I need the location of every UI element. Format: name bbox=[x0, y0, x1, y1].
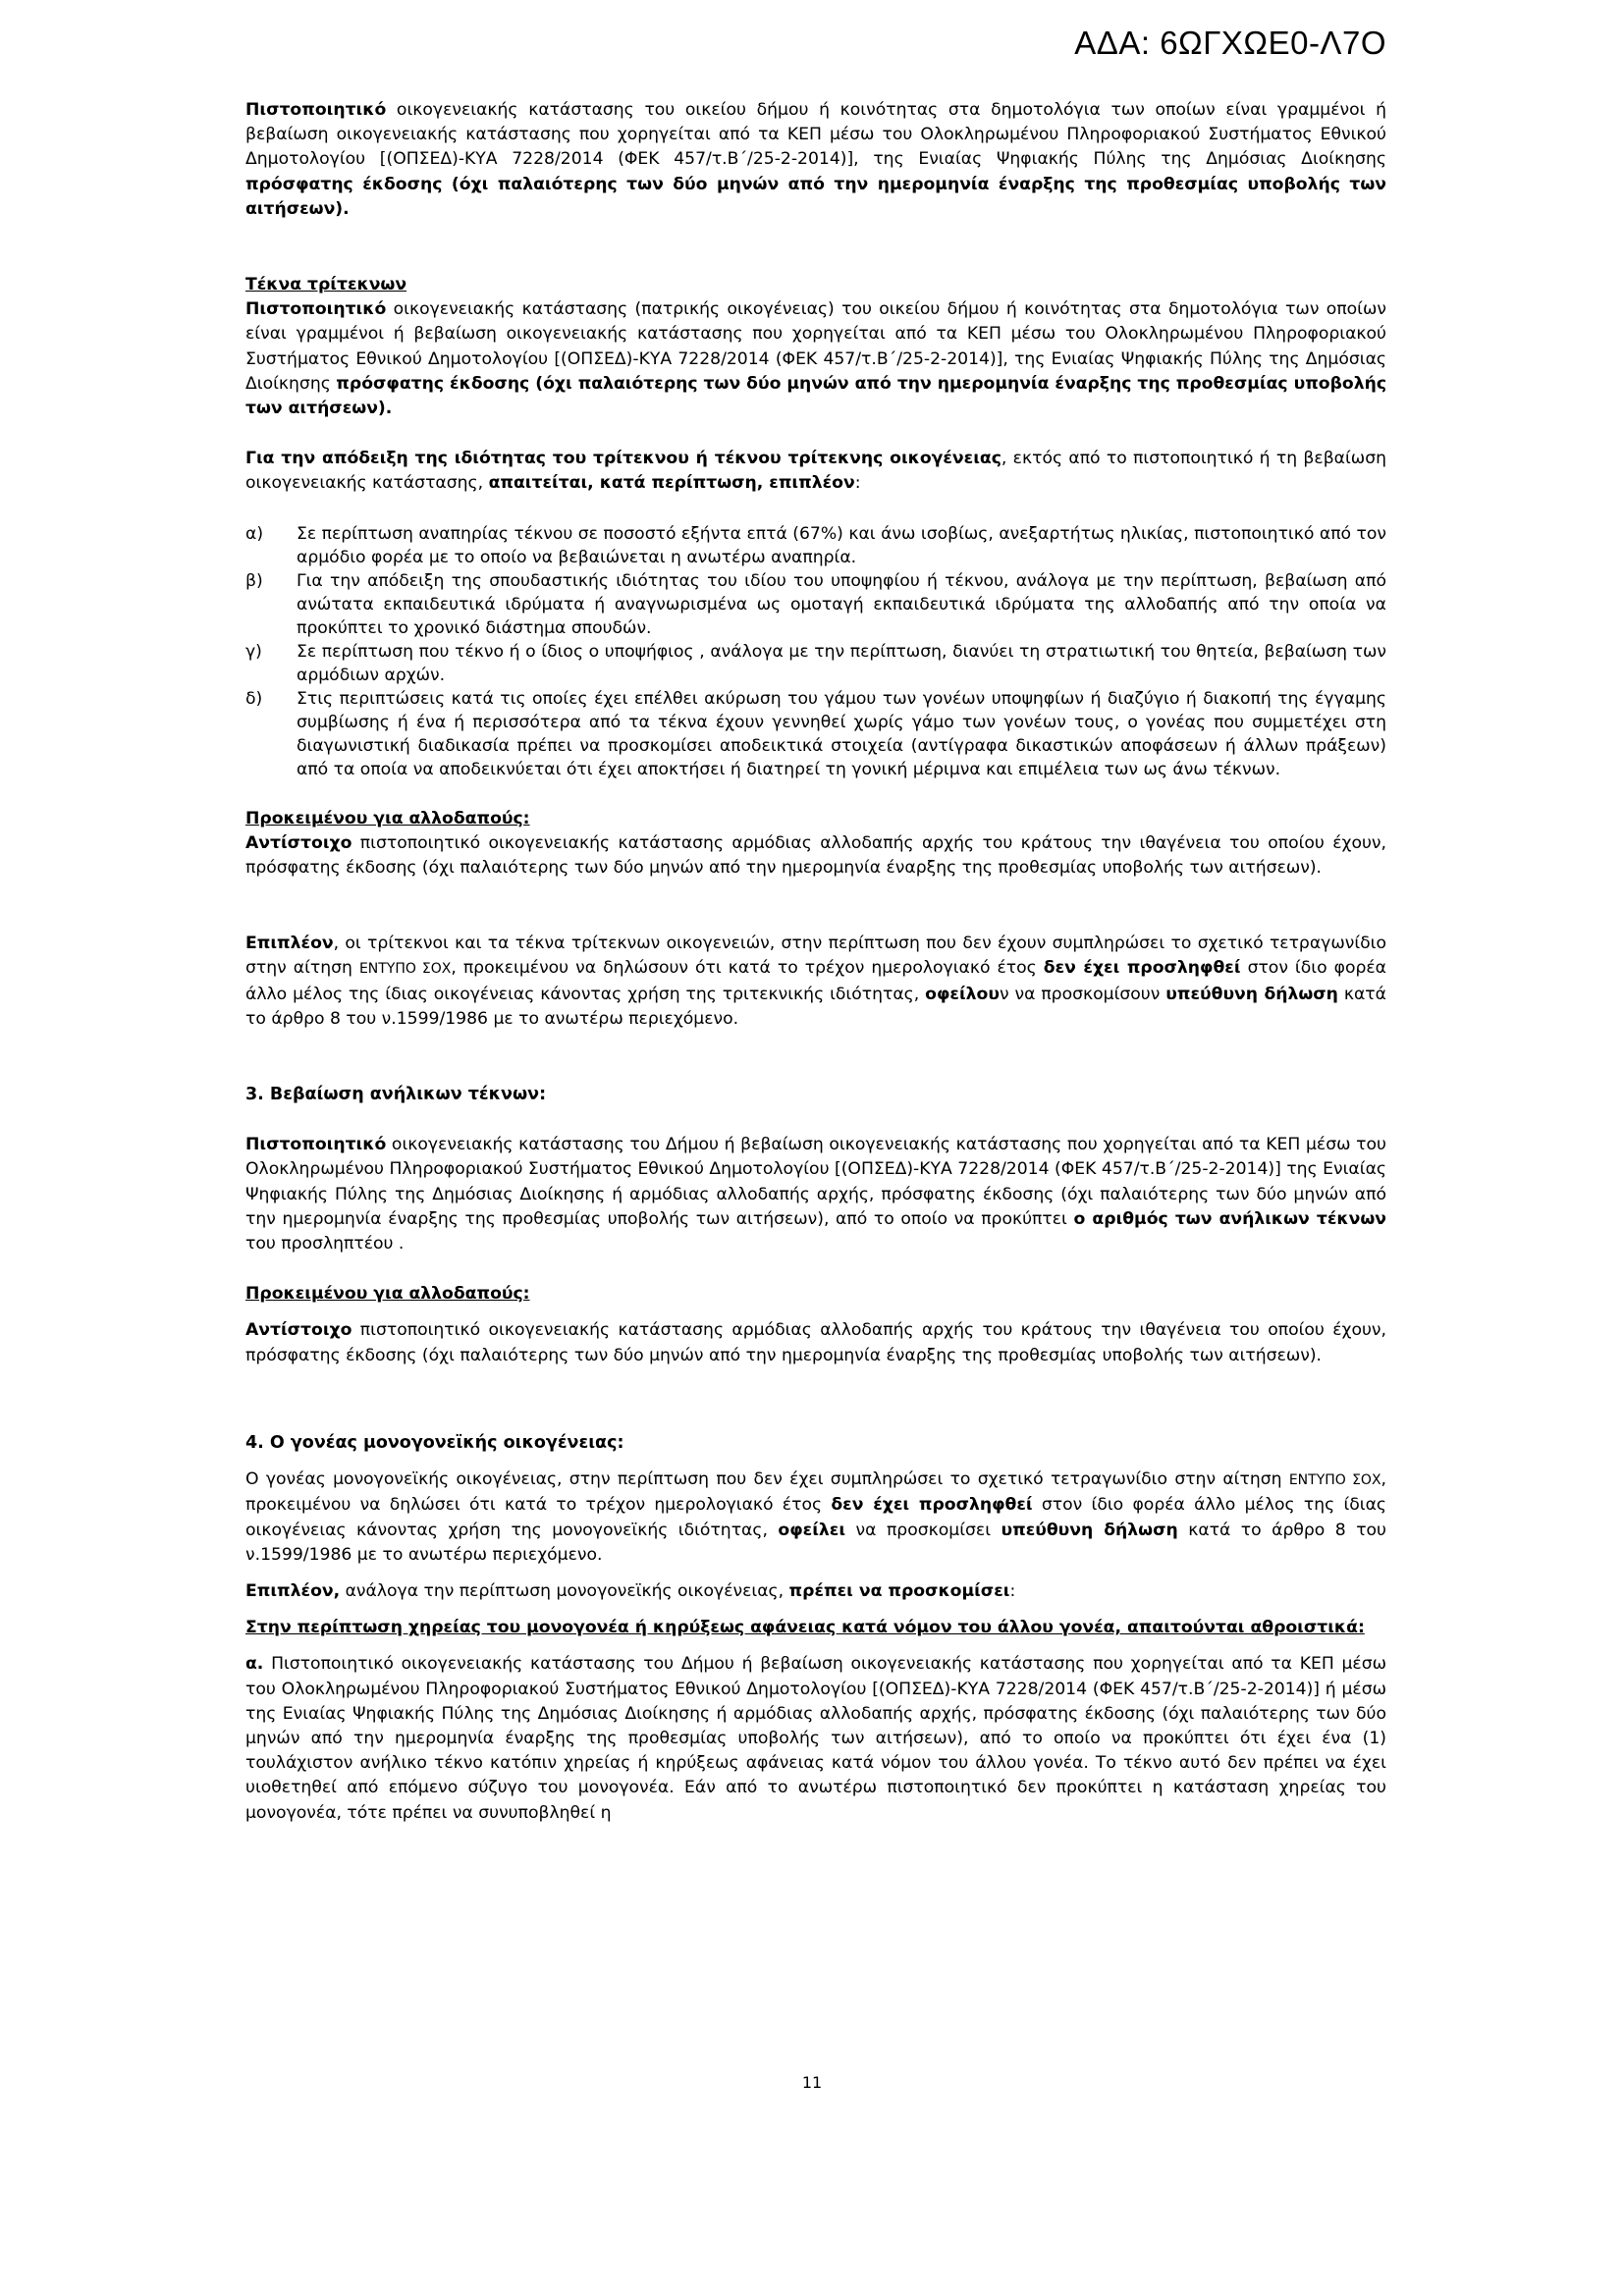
spacer bbox=[245, 1107, 1386, 1133]
spacer bbox=[245, 781, 1386, 807]
proof-text: , εκτός από το πιστοποιητικό ή τη βεβαίωση οικογενειακής κατάστασης, bbox=[245, 449, 1386, 494]
tritekna-lead: Πιστοποιητικό bbox=[245, 299, 387, 320]
case-item bbox=[245, 687, 1386, 781]
additionally-paragraph bbox=[245, 932, 1386, 1032]
case-marker: α) bbox=[245, 523, 264, 544]
spacer bbox=[245, 1368, 1386, 1419]
section4-text: κατά το άρθρο 8 του ν.1599/1986 με το ανωτέρω περιεχόμενο. bbox=[245, 1520, 1387, 1565]
item-a-marker: α. bbox=[245, 1654, 264, 1675]
additionally-bold: οφείλου bbox=[925, 984, 1000, 1004]
spacer bbox=[245, 881, 1386, 932]
section3-text: οικογενειακής κατάστασης του Δήμου ή βεβαίωση οικογενειακής κατάστασης που χορηγείται από τα ΚΕΠ μέσω του Ολοκληρωμένου Πληροφοριακού Συστήματος Εθνικού Δημοτολογίου [(ΟΠΣΕΔ)-ΚΥΑ 7228/2014 (ΦΕΚ 457/τ.Β΄/25-2-2014)] της Ενιαίας Ψηφιακής Πύλης της Δημόσιας Διοίκησης ή αρμόδιας αλλοδαπής αρχής, πρόσφατης έκδοσης (όχι παλαιότερης των δύο μηνών από την ημερομηνία έναρξης της προθεσμίας υποβολής των αιτήσεων), από το οποίο να προκύπτει bbox=[245, 1135, 1386, 1229]
intro-lead: Πιστοποιητικό bbox=[245, 100, 387, 120]
additionally-text: , προκειμένου να δηλώσουν ότι κατά το τρέχον ημερολογιακό έτος bbox=[451, 958, 1044, 979]
foreigners-lead: Αντίστοιχο bbox=[245, 832, 352, 853]
section4-bold: υπεύθυνη δήλωση bbox=[1001, 1520, 1178, 1540]
section4-item-a bbox=[245, 1652, 1386, 1825]
case-item bbox=[245, 522, 1386, 569]
section4-heading: 4. Ο γονέας μονογονεϊκής οικογένειας: bbox=[245, 1432, 624, 1453]
spacer bbox=[245, 1604, 1386, 1616]
section3-end: του προσληπτέου . bbox=[245, 1234, 405, 1255]
section4-subheading-text: Στην περίπτωση χηρείας του μονογονέα ή κηρύξεως αφάνειας κατά νόμον του άλλου γονέα, απαιτούνται αθροιστικά: bbox=[245, 1618, 1365, 1638]
section4-additionally bbox=[245, 1579, 1386, 1604]
case-item bbox=[245, 640, 1386, 687]
spacer bbox=[245, 1568, 1386, 1579]
section3-bold: ο αριθμός των ανήλικων τέκνων bbox=[1073, 1208, 1386, 1229]
ada-identifier: ΑΔΑ: 6ΩΓΧΩΕ0-Λ7Ο bbox=[1074, 25, 1386, 61]
tritekna-heading-text: Τέκνα τρίτεκνων bbox=[245, 275, 407, 295]
spacer bbox=[245, 222, 1386, 273]
section4-add-bold: πρέπει να προσκομίσει bbox=[788, 1580, 1010, 1601]
additionally-text: , οι τρίτεκνοι και τα τέκνα τρίτεκνων οικογενειών, στην περίπτωση που δεν έχουν συμπληρώσει το σχετικό τετραγωνίδιο στην αίτηση bbox=[245, 934, 1386, 979]
form-name: ΕΝΤΥΠΟ ΣΟΧ bbox=[358, 961, 452, 978]
additionally-bold: δεν έχει προσληφθεί bbox=[1043, 958, 1241, 979]
foreigners-heading-text: Προκειμένου για αλλοδαπούς: bbox=[245, 808, 530, 828]
proof-end: : bbox=[854, 473, 861, 494]
spacer bbox=[245, 1307, 1386, 1318]
spacer bbox=[245, 1032, 1386, 1083]
foreigners2-lead: Αντίστοιχο bbox=[245, 1320, 352, 1341]
foreigners2-heading-text: Προκειμένου για αλλοδαπούς: bbox=[245, 1284, 530, 1305]
spacer bbox=[245, 1640, 1386, 1652]
intro-text: οικογενειακής κατάστασης του οικείου δήμου ή κοινότητας στα δημοτολόγια των οποίων είναι γραμμένοι ή βεβαίωση οικογενειακής κατάστασης που χορηγείται από τα ΚΕΠ μέσω του Ολοκληρωμένου Πληροφοριακού Συστήματος Εθνικού Δημοτολογίου [(ΟΠΣΕΔ)-ΚΥΑ 7228/2014 (ΦΕΚ 457/τ.Β΄/25-2-2014)], της Ενιαίας Ψηφιακής Πύλης της Δημόσιας Διοίκησης bbox=[245, 100, 1386, 170]
tritekna-heading bbox=[245, 273, 1386, 297]
additionally-text: κατά το άρθρο 8 του ν.1599/1986 με το ανωτέρω περιεχόμενο. bbox=[245, 984, 1386, 1029]
intro-bold-tail: πρόσφατης έκδοσης (όχι παλαιότερης των δύο μηνών από την ημερομηνία έναρξης της προθεσμίας υποβολής των αιτήσεων). bbox=[245, 174, 1386, 219]
intro-paragraph bbox=[245, 98, 1386, 222]
tritekna-paragraph bbox=[245, 297, 1386, 421]
foreigners-paragraph bbox=[245, 831, 1386, 881]
foreigners-text: πιστοποιητικό οικογενειακής κατάστασης αρμόδιας αλλοδαπής αρχής του κράτους την ιθαγένεια του οποίου έχουν, πρόσφατης έκδοσης (όχι παλαιότερης των δύο μηνών από την ημερομηνία έναρξης της προθεσμίας υποβολής των αιτήσεων). bbox=[245, 832, 1386, 879]
tritekna-bold-tail: πρόσφατης έκδοσης (όχι παλαιότερης των δύο μηνών από την ημερομηνία έναρξης της προθεσμίας υποβολής των αιτήσεων). bbox=[245, 373, 1387, 419]
section4-text: Ο γονέας μονογονεϊκής οικογένειας, στην περίπτωση που δεν έχει συμπληρώσει το σχετικό τετραγωνίδιο στην αίτηση bbox=[245, 1469, 1289, 1490]
case-item bbox=[245, 569, 1386, 640]
proof-paragraph bbox=[245, 447, 1386, 496]
foreigners2-paragraph bbox=[245, 1318, 1386, 1367]
case-text: Στις περιπτώσεις κατά τις οποίες έχει επέλθει ακύρωση του γάμου των γονέων υποψηφίων ή διαζύγιο ή διακοπή της έγγαμης συμβίωσης ή ένα ή περισσότερα από τα τέκνα έχουν γεννηθεί χωρίς γάμο των γονέων τους, ο γονέας που συμμετέχει στη διαγωνιστική διαδικασία πρέπει να προσκομίσει αποδεικτικά στοιχεία (αντίγραφα δικαστικών αποφάσεων ή άλλων πράξεων) από τα οποία να αποδεικνύεται ότι έχει αποκτήσει ή διατηρεί τη γονική μέριμνα και επιμέλεια των ως άνω τέκνων. bbox=[297, 688, 1386, 779]
section4-add-lead: Επιπλέον, bbox=[245, 1580, 341, 1601]
form-name: ΕΝΤΥΠΟ ΣΟΧ bbox=[1288, 1472, 1381, 1489]
section3-lead: Πιστοποιητικό bbox=[245, 1135, 387, 1155]
spacer bbox=[245, 421, 1386, 447]
item-a-text: Πιστοποιητικό οικογενειακής κατάστασης του Δήμου ή βεβαίωση οικογενειακής κατάστασης που χορηγείται από τα ΚΕΠ μέσω του Ολοκληρωμένου Πληροφοριακού Συστήματος Εθνικού Δημοτολογίου [(ΟΠΣΕΔ)-ΚΥΑ 7228/2014 (ΦΕΚ 457/τ.Β΄/25-2-2014)] ή μέσω της Ενιαίας Ψηφιακής Πύλης της Δημόσιας Διοίκησης ή αρμόδιας αλλοδαπής αρχής, πρόσφατης έκδοσης (όχι παλαιότερης των δύο μηνών από την ημερομηνία έναρξης της προθεσμίας υποβολής των αιτήσεων), από το οποίο να προκύπτει ότι έχει ένα (1) τουλάχιστον ανήλικο τέκνο κατόπιν χηρείας ή κηρύξεως αφάνειας κατά νόμον του άλλου γονέα. Το τέκνο αυτό δεν πρέπει να έχει υιοθετηθεί από επόμενο σύζυγο του μονογονέα. Εάν από το ανωτέρω πιστοποιητικό δεν προκύπτει η κατάσταση χηρείας του μονογονέα, τότε πρέπει να συνυποβληθεί η bbox=[245, 1654, 1386, 1823]
document-body bbox=[245, 98, 1386, 1826]
spacer bbox=[245, 1456, 1386, 1468]
additionally-lead: Επιπλέον bbox=[245, 934, 334, 954]
spacer bbox=[245, 1419, 1386, 1431]
section4-add-text: ανάλογα την περίπτωση μονογονεϊκής οικογένειας, bbox=[340, 1580, 789, 1601]
case-marker: δ) bbox=[245, 688, 263, 709]
case-marker: γ) bbox=[245, 641, 262, 662]
foreigners2-text: πιστοποιητικό οικογενειακής κατάστασης αρμόδιας αλλοδαπής αρχής του κράτους την ιθαγένεια του οποίου έχουν, πρόσφατης έκδοσης (όχι παλαιότερης των δύο μηνών από την ημερομηνία έναρξης της προθεσμίας υποβολής των αιτήσεων). bbox=[245, 1320, 1386, 1365]
cases-list bbox=[245, 522, 1386, 781]
section4-subheading bbox=[245, 1616, 1386, 1640]
section4-add-end: : bbox=[1009, 1580, 1016, 1601]
section4-text: στον ίδιο φορέα άλλο μέλος της ίδιας οικογένειας κάνοντας χρήση της μονογονεϊκής ιδιότητας, bbox=[245, 1495, 1387, 1540]
section4-bold: δεν έχει προσληφθεί bbox=[831, 1495, 1033, 1516]
spacer bbox=[245, 1256, 1386, 1282]
case-text: Για την απόδειξη της σπουδαστικής ιδιότητας του ιδίου του υποψηφίου ή τέκνου, ανάλογα με την περίπτωση, βεβαίωση από ανώτατα εκπαιδευτικά ιδρύματα ή αναγνωρισμένα ως ομοταγή εκπαιδευτικά ιδρύματα της αλλοδαπής από την οποία να προκύπτει το χρονικό διάστημα σπουδών. bbox=[297, 570, 1386, 638]
proof-bold: απαιτείται, κατά περίπτωση, επιπλέον bbox=[488, 473, 855, 494]
additionally-bold: υπεύθυνη δήλωση bbox=[1165, 984, 1338, 1004]
section4-text: να προσκομίσει bbox=[845, 1520, 1001, 1540]
case-marker: β) bbox=[245, 570, 263, 591]
additionally-text: ν να προσκομίσουν bbox=[999, 984, 1166, 1004]
section3-heading: 3. Βεβαίωση ανήλικων τέκνων: bbox=[245, 1085, 547, 1105]
page-number: 11 bbox=[801, 2073, 823, 2092]
section4-paragraph bbox=[245, 1468, 1386, 1568]
foreigners-heading bbox=[245, 807, 1386, 831]
foreigners2-heading bbox=[245, 1282, 1386, 1307]
tritekna-text: οικογενειακής κατάστασης (πατρικής οικογένειας) του οικείου δήμου ή κοινότητας στα δημοτολόγια των οποίων είναι γραμμένοι ή βεβαίωση οικογενειακής κατάστασης που χορηγείται από τα ΚΕΠ μέσω του Ολοκληρωμένου Πληροφοριακού Συστήματος Εθνικού Δημοτολογίου [(ΟΠΣΕΔ)-ΚΥΑ 7228/2014 (ΦΕΚ 457/τ.Β΄/25-2-2014)], της Ενιαίας Ψηφιακής Πύλης της Δημόσιας Διοίκησης bbox=[245, 299, 1386, 394]
spacer bbox=[245, 497, 1386, 522]
section3-paragraph bbox=[245, 1133, 1386, 1256]
section4-text: , προκειμένου να δηλώσει ότι κατά το τρέχον ημερολογιακό έτος bbox=[245, 1469, 1387, 1516]
case-text: Σε περίπτωση που τέκνο ή ο ίδιος ο υποψήφιος , ανάλογα με την περίπτωση, διανύει τη στρατιωτική του θητεία, βεβαίωση των αρμόδιων αρχών. bbox=[297, 641, 1386, 685]
section4-bold: οφείλει bbox=[778, 1520, 846, 1540]
case-text: Σε περίπτωση αναπηρίας τέκνου σε ποσοστό εξήντα επτά (67%) και άνω ισοβίως, ανεξαρτήτως ηλικίας, πιστοποιητικό από τον αρμόδιο φορέα με το οποίο να βεβαιώνεται η ανωτέρω αναπηρία. bbox=[297, 523, 1386, 567]
proof-lead: Για την απόδειξη της ιδιότητας του τρίτεκνου ή τέκνου τρίτεκνης οικογένειας bbox=[245, 449, 1001, 469]
additionally-text: στον ίδιο φορέα άλλο μέλος της ίδιας οικογένειας κάνοντας χρήση της τριτεκνικής ιδιότητας, bbox=[245, 958, 1386, 1004]
